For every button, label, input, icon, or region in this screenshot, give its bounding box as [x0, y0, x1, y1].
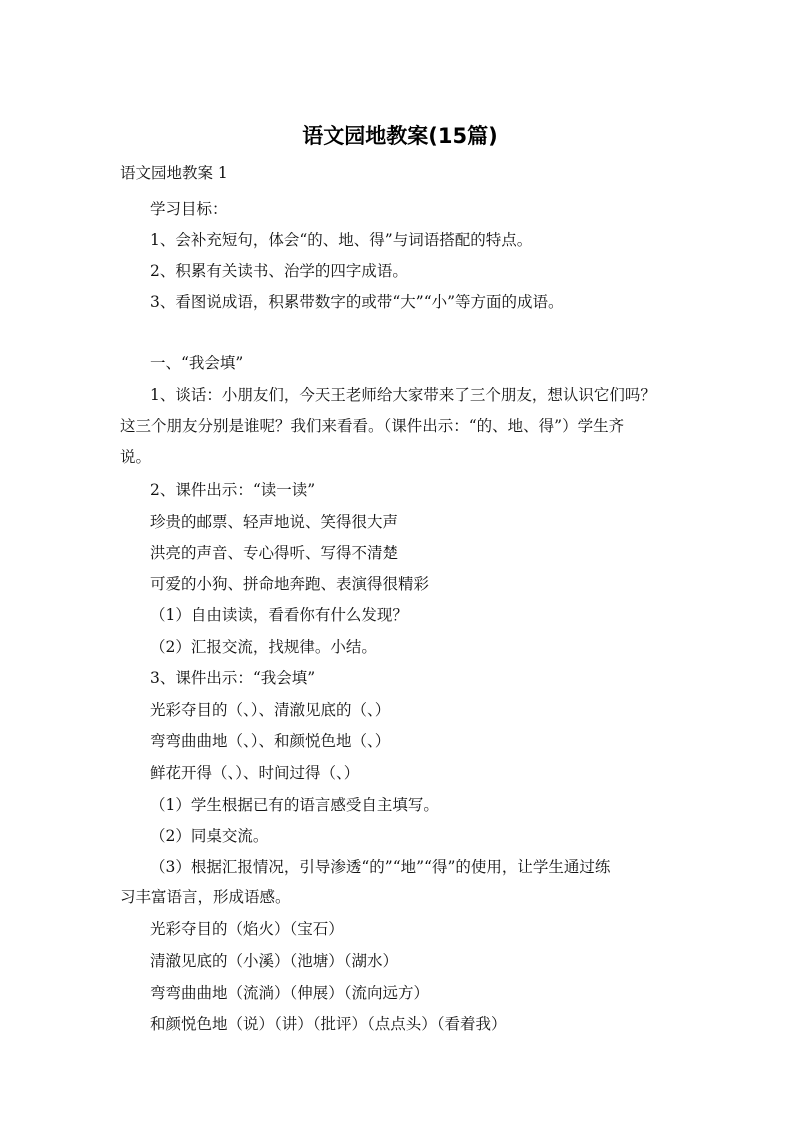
- fill-line: 光彩夺目的（、）、清澈见底的（、）: [150, 701, 391, 719]
- goal-item: 1、会补充短句，体会“的、地、得”与词语搭配的特点。: [150, 231, 533, 249]
- step3-heading: 3、课件出示：“我会填”: [150, 669, 316, 687]
- answer-line: 光彩夺目的（焰火）（宝石）: [150, 920, 344, 938]
- paragraph-line: 1、谈话：小朋友们，今天王老师给大家带来了三个朋友，想认识它们吗？: [150, 386, 656, 404]
- read-line: 珍贵的邮票、轻声地说、笑得很大声: [150, 513, 399, 531]
- paragraph-line: （3）根据汇报情况，引导渗透“的”“地”“得”的使用，让学生通过练: [150, 858, 611, 876]
- paragraph-line: 习丰富语言，形成语感。: [120, 888, 291, 906]
- read-task: （2）汇报交流，找规律。小结。: [150, 638, 377, 656]
- answer-line: 清澈见底的（小溪）（池塘）（湖水）: [150, 952, 399, 970]
- goals-label: 学习目标：: [150, 200, 228, 218]
- section-heading: 语文园地教案 1: [120, 164, 228, 182]
- document-title: 语文园地教案(15篇): [302, 124, 498, 148]
- fill-line: 鲜花开得（、）、时间过得（、）: [150, 764, 360, 782]
- paragraph-line: 这三个朋友分别是谁呢？我们来看看。（课件出示：“的、地、得”）学生齐: [120, 417, 625, 435]
- fill-line: 弯弯曲曲地（、）、和颜悦色地（、）: [150, 732, 391, 750]
- goal-item: 3、看图说成语，积累带数字的或带“大”“小”等方面的成语。: [150, 293, 564, 311]
- read-task: （1）自由读读，看看你有什么发现？: [150, 606, 408, 624]
- read-line: 洪亮的声音、专心得听、写得不清楚: [150, 544, 399, 562]
- answer-line: 弯弯曲曲地（流淌）（伸展）（流向远方）: [150, 984, 430, 1002]
- goal-item: 2、积累有关读书、治学的四字成语。: [150, 262, 408, 280]
- read-line: 可爱的小狗、拼命地奔跑、表演得很精彩: [150, 575, 430, 593]
- step2-heading: 2、课件出示：“读一读”: [150, 481, 316, 499]
- fill-task: （1）学生根据已有的语言感受自主填写。: [150, 796, 439, 814]
- part1-heading: 一、“我会填”: [150, 354, 244, 372]
- paragraph-line: 说。: [120, 448, 152, 466]
- answer-line: 和颜悦色地（说）（讲）（批评）（点点头）（看着我）: [150, 1015, 507, 1033]
- fill-task: （2）同桌交流。: [150, 827, 269, 845]
